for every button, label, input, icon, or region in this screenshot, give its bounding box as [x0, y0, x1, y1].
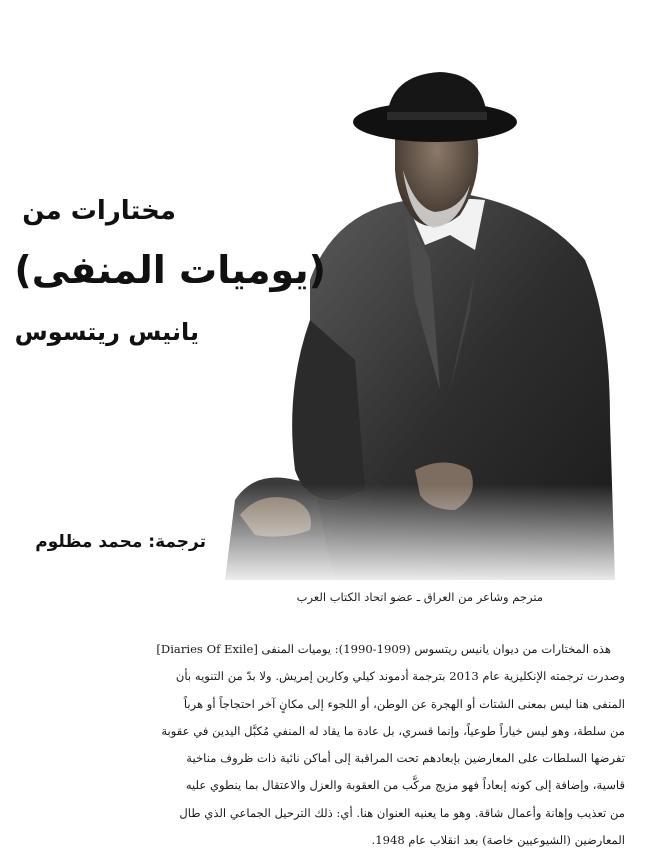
title-line-1: مختارات من — [22, 196, 176, 226]
body-line: من سلطة، وهو ليس خياراً طوعياً، وإنما قسري، بل عادة ما يقاد له المنفي مُكبَّل اليدين في عقوبة — [161, 723, 625, 738]
translator-credit: ترجمة: محمد مظلوم — [35, 532, 206, 552]
author-portrait-photo — [215, 60, 635, 590]
body-line: قاسية، وإضافة إلى كونه إبعاداً فهو مزيج مركَّب من العقوبة والعزل والاعتقال بما ينطوي عليه — [185, 778, 625, 793]
body-line: تفرضها السلطات على المعارضين بإبعادهم تحت المراقبة إلى أماكن نائية ذات ظروف مناخية — [186, 751, 625, 766]
title-line-2: (يوميات المنفى) — [14, 248, 326, 292]
body-line: هذه المختارات من ديوان يانيس ريتسوس (1909-1990): يوميات المنفى [Diaries Of Exile] — [156, 642, 611, 656]
author-name: يانيس ريتسوس — [14, 318, 199, 346]
translator-bio: مترجم وشاعر من العراق ـ عضو اتحاد الكتاب العرب — [296, 590, 543, 604]
body-line: من تعذيب وإهانة وأعمال شاقة. وهو ما يعنيه العنوان هنا. أي: ذلك الترحيل الجماعي الذي طال — [179, 805, 625, 820]
body-line: المعارضين (الشيوعيين خاصة) بعد انقلاب عام 1948. — [371, 833, 625, 848]
body-line: وصدرت ترجمته الإنكليزية عام 2013 بترجمة أدموند كيلي وكارين إمريش. ولا بدّ من التنويه بأن — [175, 669, 625, 684]
body-line: المنفى هنا ليس بمعنى الشتات أو الهجرة عن الوطن، أو اللجوء إلى مكانٍ آخر احتجاجاً أو هرباً — [183, 696, 625, 711]
body-paragraph — [40, 636, 625, 854]
